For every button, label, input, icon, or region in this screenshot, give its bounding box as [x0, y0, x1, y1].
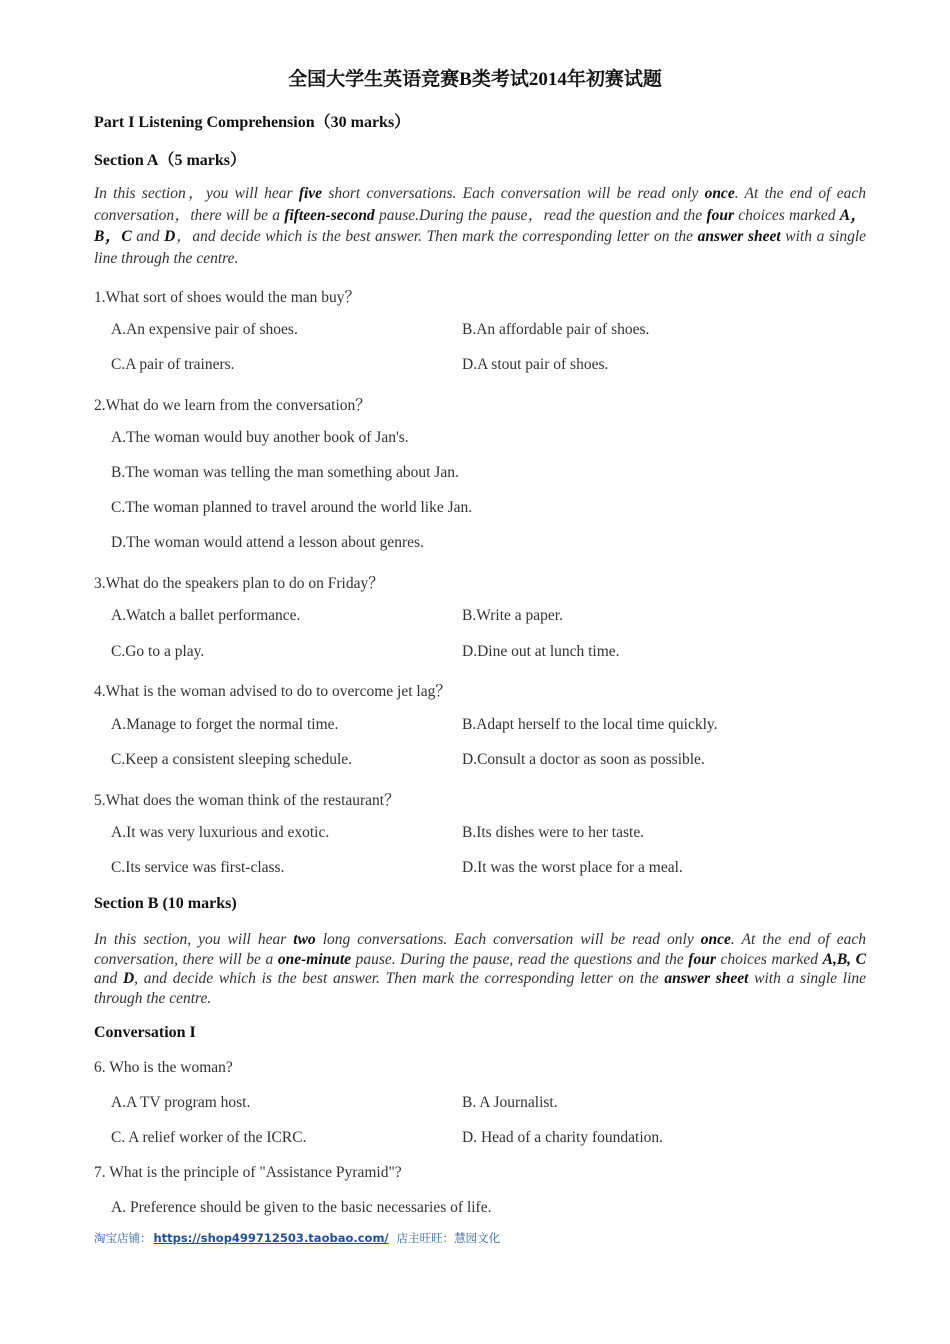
q6-option-c: C. A relief worker of the ICRC.	[111, 1129, 307, 1146]
footer-owner: 店主旺旺：慧园文化	[396, 1231, 501, 1245]
q2-option-d: D.The woman would attend a lesson about genres.	[111, 534, 424, 551]
question-7: 7. What is the principle of "Assistance Pyramid"?	[94, 1164, 402, 1181]
q2-option-c: C.The woman planned to travel around the world like Jan.	[111, 499, 473, 516]
q5-option-c: C.Its service was first-class.	[111, 859, 285, 876]
sectionB-heading: Section B (10 marks)	[94, 895, 237, 912]
question-3: 3.What do the speakers plan to do on Friday？	[94, 575, 384, 592]
footer-label: 淘宝店铺：	[94, 1231, 152, 1245]
question-2: 2.What do we learn from the conversation？	[94, 397, 371, 414]
question-1: 1.What sort of shoes would the man buy？	[94, 289, 361, 306]
question-6: 6. Who is the woman?	[94, 1059, 233, 1076]
q5-option-a: A.It was very luxurious and exotic.	[111, 824, 330, 841]
q3-option-b: B.Write a paper.	[462, 607, 563, 624]
q1-option-b: B.An affordable pair of shoes.	[462, 321, 650, 338]
q1-option-c: C.A pair of trainers.	[111, 356, 235, 373]
q5-option-d: D.It was the worst place for a meal.	[462, 859, 683, 876]
q1-option-d: D.A stout pair of shoes.	[462, 356, 609, 373]
q2-option-b: B.The woman was telling the man something about Jan.	[111, 464, 459, 481]
q6-option-a: A.A TV program host.	[111, 1094, 251, 1111]
sectionB-instructions: In this section, you will hear two long conversations. Each conversation will be read only once. At the end of each conversation, there will be a one-minute pause. During the pause, read the questions and the four choices marked A,B, C and D, and decide which is the best answer. Then mark the corresponding letter on the answer sheet with a single line through the centre.	[94, 931, 867, 1007]
conversation-1-heading: Conversation I	[94, 1024, 196, 1041]
shop-link[interactable]: https://shop499712503.taobao.com/	[153, 1231, 389, 1245]
exam-title: 全国大学生英语竞赛B类考试2014年初赛试题	[288, 69, 662, 90]
q7-option-a: A. Preference should be given to the basic necessaries of life.	[111, 1199, 492, 1216]
part1-heading: Part I Listening Comprehension（30 marks）	[94, 114, 411, 131]
question-5: 5.What does the woman think of the restaurant？	[94, 792, 400, 809]
sectionA-instructions: In this section，you will hear five short conversations. Each conversation will be read only once. At the end of each conversation，there will be a fifteen-second pause.During the pause，read the question and the four choices marked A，B，C and D，and decide which is the best answer. Then mark the corresponding letter on the answer sheet with a single line through the centre.	[94, 185, 867, 267]
q5-option-b: B.Its dishes were to her taste.	[462, 824, 645, 841]
q4-option-d: D.Consult a doctor as soon as possible.	[462, 751, 705, 768]
q6-option-d: D. Head of a charity foundation.	[462, 1129, 664, 1146]
q3-option-d: D.Dine out at lunch time.	[462, 643, 620, 660]
q2-option-a: A.The woman would buy another book of Jan's.	[111, 429, 409, 446]
q4-option-c: C.Keep a consistent sleeping schedule.	[111, 751, 353, 768]
question-4: 4.What is the woman advised to do to overcome jet lag？	[94, 683, 451, 700]
q4-option-a: A.Manage to forget the normal time.	[111, 716, 339, 733]
q6-option-b: B. A Journalist.	[462, 1094, 558, 1111]
q4-option-b: B.Adapt herself to the local time quickly.	[462, 716, 718, 733]
shop-footer	[94, 1230, 500, 1246]
sectionA-heading: Section A（5 marks）	[94, 152, 247, 169]
q1-option-a: A.An expensive pair of shoes.	[111, 321, 298, 338]
q3-option-c: C.Go to a play.	[111, 643, 205, 660]
q3-option-a: A.Watch a ballet performance.	[111, 607, 301, 624]
